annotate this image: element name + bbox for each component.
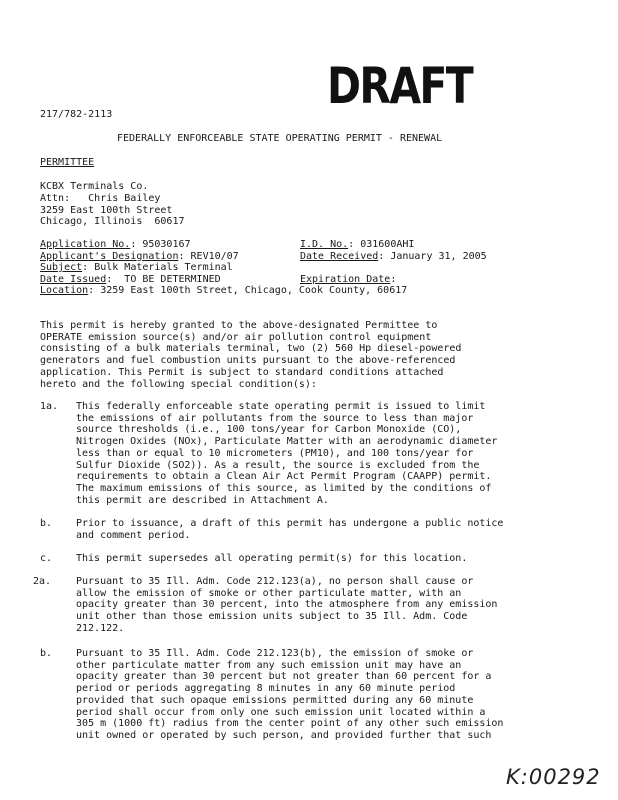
- condition-text: Pursuant to 35 Ill. Adm. Code 212.123(a), no person shall cause or allow the emission of smoke or other particulate matter, with an opacity greater than 30 percent, into the atmosphere from any emission unit other than those emission units subject to 35 Ill. Adm. Code 212.122.: [76, 576, 498, 634]
- intro-paragraph: This permit is hereby granted to the above-designated Permittee to OPERATE emission source(s) and/or air pollution control equipment consisting of a bulk materials terminal, two (2) 560 Hp diesel-powered generators and fuel combustion units pursuant to the above-referenced application. This Permit is subject to standard conditions attached hereto and the following special condition(s):: [40, 320, 462, 390]
- permittee-attn: Attn: Chris Bailey: [40, 193, 161, 204]
- permittee-heading: PERMITTEE: [40, 157, 95, 168]
- location: Location: 3259 East 100th Street, Chicago, Cook County, 60617: [40, 285, 408, 296]
- permittee-city: Chicago, Illinois 60617: [40, 216, 185, 227]
- id-number: I.D. No.: 031600AHI: [300, 239, 415, 250]
- condition-text: This federally enforceable state operating permit is issued to limit the emissions of air pollutants from the source to less than major source thresholds (i.e., 100 tons/year for Carbon Monoxide (CO), Nitrogen Oxides (NOx), Particulate Matter with an aerodynamic diameter less than or equal to 10 micrometers (PM10), and 100 tons/year for Sulfur Dioxide (SO2)). As a result, the source is excluded from the requirements to obtain a Clean Air Act Permit Program (CAAPP) permit. The maximum emissions of this source, as limited by the conditions of this permit are described in Attachment A.: [76, 401, 498, 506]
- condition-label: 1a.: [40, 401, 59, 412]
- date-issued: Date Issued: TO BE DETERMINED: [40, 274, 221, 285]
- permittee-name: KCBX Terminals Co.: [40, 181, 149, 192]
- condition-label: c.: [40, 553, 53, 564]
- condition-label: b.: [40, 518, 53, 529]
- phone-number: 217/782-2113: [40, 109, 113, 120]
- condition-text: Prior to issuance, a draft of this permit has undergone a public notice and comment period.: [76, 518, 504, 541]
- application-number: Application No.: 95030167: [40, 239, 191, 250]
- subject: Subject: Bulk Materials Terminal: [40, 262, 233, 273]
- applicant-designation: Applicant's Designation: REV10/07: [40, 251, 239, 262]
- condition-text: This permit supersedes all operating permit(s) for this location.: [76, 553, 468, 564]
- condition-label: b.: [40, 648, 53, 659]
- handwritten-page-number: K:00292: [506, 765, 601, 789]
- document-title: FEDERALLY ENFORCEABLE STATE OPERATING PERMIT - RENEWAL: [117, 133, 443, 144]
- permittee-street: 3259 East 100th Street: [40, 205, 173, 216]
- condition-text: Pursuant to 35 Ill. Adm. Code 212.123(b), the emission of smoke or other particulate matter from any such emission unit may have an opacity greater than 30 percent but not greater than 60 percent for a period or periods aggregating 8 minutes in any 60 minute period provided that such opaque emissions permitted during any 60 minute period shall occur from only one such emission unit located within a 305 m (1000 ft) radius from the center point of any other such emission unit owned or operated by such person, and provided further that such: [76, 648, 504, 741]
- draft-watermark: DRAFT: [327, 57, 473, 115]
- condition-label: 2a.: [33, 576, 52, 587]
- date-received: Date Received: January 31, 2005: [300, 251, 487, 262]
- expiration-date: Expiration Date:: [300, 274, 397, 285]
